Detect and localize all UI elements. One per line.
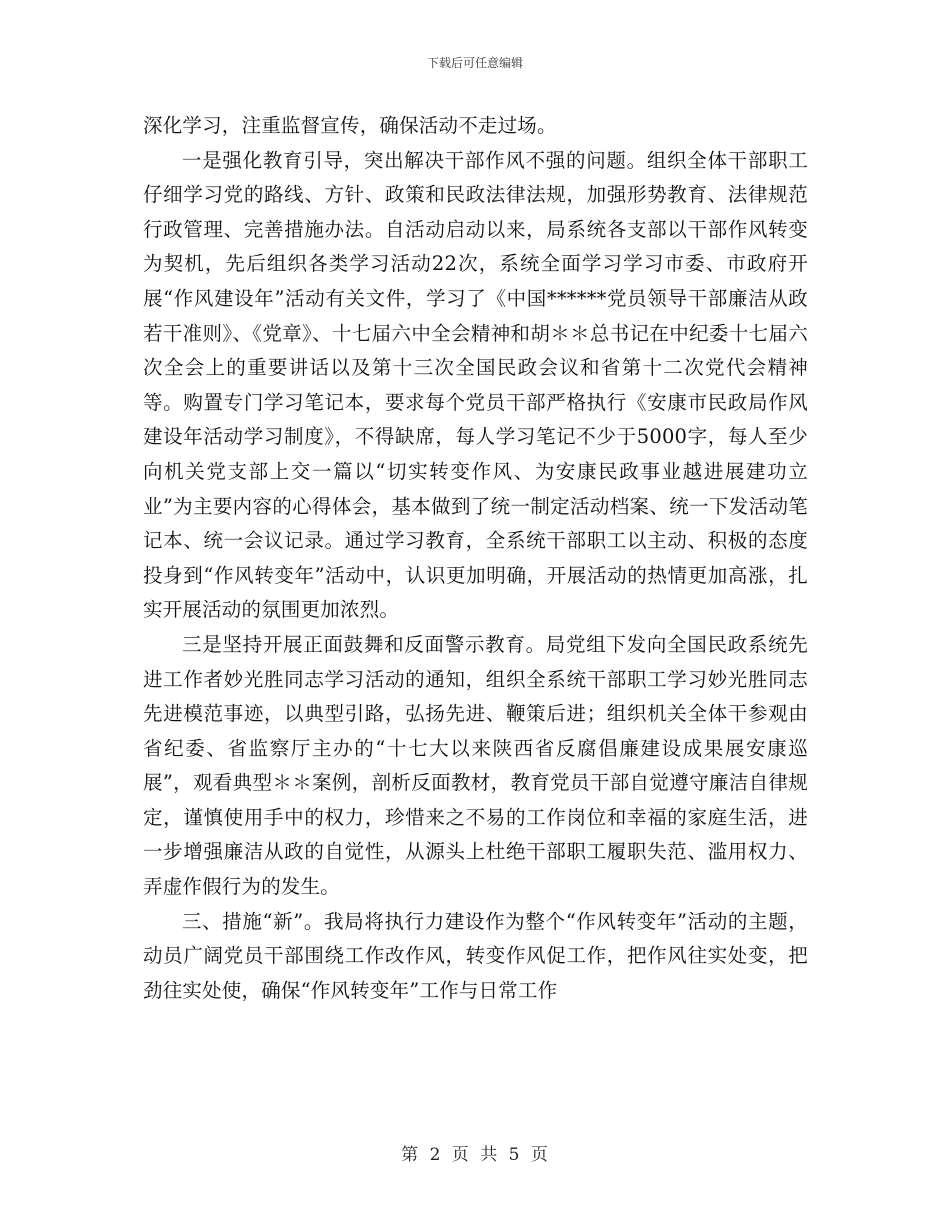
paragraph-positive-negative-education: 三是坚持开展正面鼓舞和反面警示教育。局党组下发向全国民政系统先进工作者妙光胜同志学习活动的通知，组织全系统干部职工学习妙光胜同志先进模范事迹，以典型引路，弘扬先进、鞭策后进；组织机关全体干参观由省纪委、省监察厅主办的“十七大以来陕西省反腐倡廉建设成果展安康巡展”，观看典型＊＊案例，剖析反面教材，教育党员干部自觉遵守廉洁自律规定，谨慎使用手中的权力，珍惜来之不易的工作岗位和幸福的家庭生活，进一步增强廉洁从政的自觉性，从源头上杜绝干部职工履职失范、滥用权力、弄虚作假行为的发生。 bbox=[143, 632, 808, 899]
footer-current-page: 2 bbox=[429, 1145, 442, 1165]
paragraph-continuation: 深化学习，注重监督宣传，确保活动不走过场。 bbox=[143, 114, 557, 137]
paragraph-education-guidance: 一是强化教育引导，突出解决干部作风不强的问题。组织全体干部职工仔细学习党的路线、方针、政策和民政法律法规，加强形势教育、法律规范行政管理、完善措施办法。自活动启动以来，局系统各支部以干部作风转变为契机，先后组织各类学习活动22次，系统全面学习学习市委、市政府开展“作风建设年”活动有关文件，学习了《中国******党员领导干部廉洁从政若干准则》、《党章》、十七届六中全会精神和胡＊＊总书记在中纪委十七届六次全会上的重要讲话以及第十三次全国民政会议和省第十二次党代会精神等。购置专门学习笔记本，要求每个党员干部严格执行《安康市民政局作风建设年活动学习制度》，不得缺席，每人学习笔记不少于5000字，每人至少向机关党支部上交一篇以“切实转变作风、为安康民政事业越进展建功立业”为主要内容的心得体会，基本做到了统一制定活动档案、统一下发活动笔记本、统一会议记录。通过学习教育，全系统干部职工以主动、积极的态度投身到“作风转变年”活动中，认识更加明确，开展活动的热情更加高涨，扎实开展活动的氛围更加浓烈。 bbox=[143, 148, 808, 622]
footer-suffix: 页 bbox=[530, 1145, 549, 1165]
footer-total-word: 共 bbox=[480, 1145, 499, 1165]
footer-prefix: 第 bbox=[401, 1145, 420, 1165]
page-header: 下载后可任意编辑 bbox=[426, 56, 523, 70]
footer-total-pages: 5 bbox=[508, 1145, 521, 1165]
document-body bbox=[143, 109, 808, 1008]
page-footer bbox=[0, 1140, 950, 1165]
footer-page-word: 页 bbox=[451, 1145, 470, 1165]
paragraph-measures-new: 三、措施“新”。我局将执行力建设作为整个“作风转变年”活动的主题，动员广阔党员干部围绕工作改作风，转变作风促工作，把作风往实处变，把劲往实处使，确保“作风转变年”工作与日常工作 bbox=[143, 909, 808, 1002]
